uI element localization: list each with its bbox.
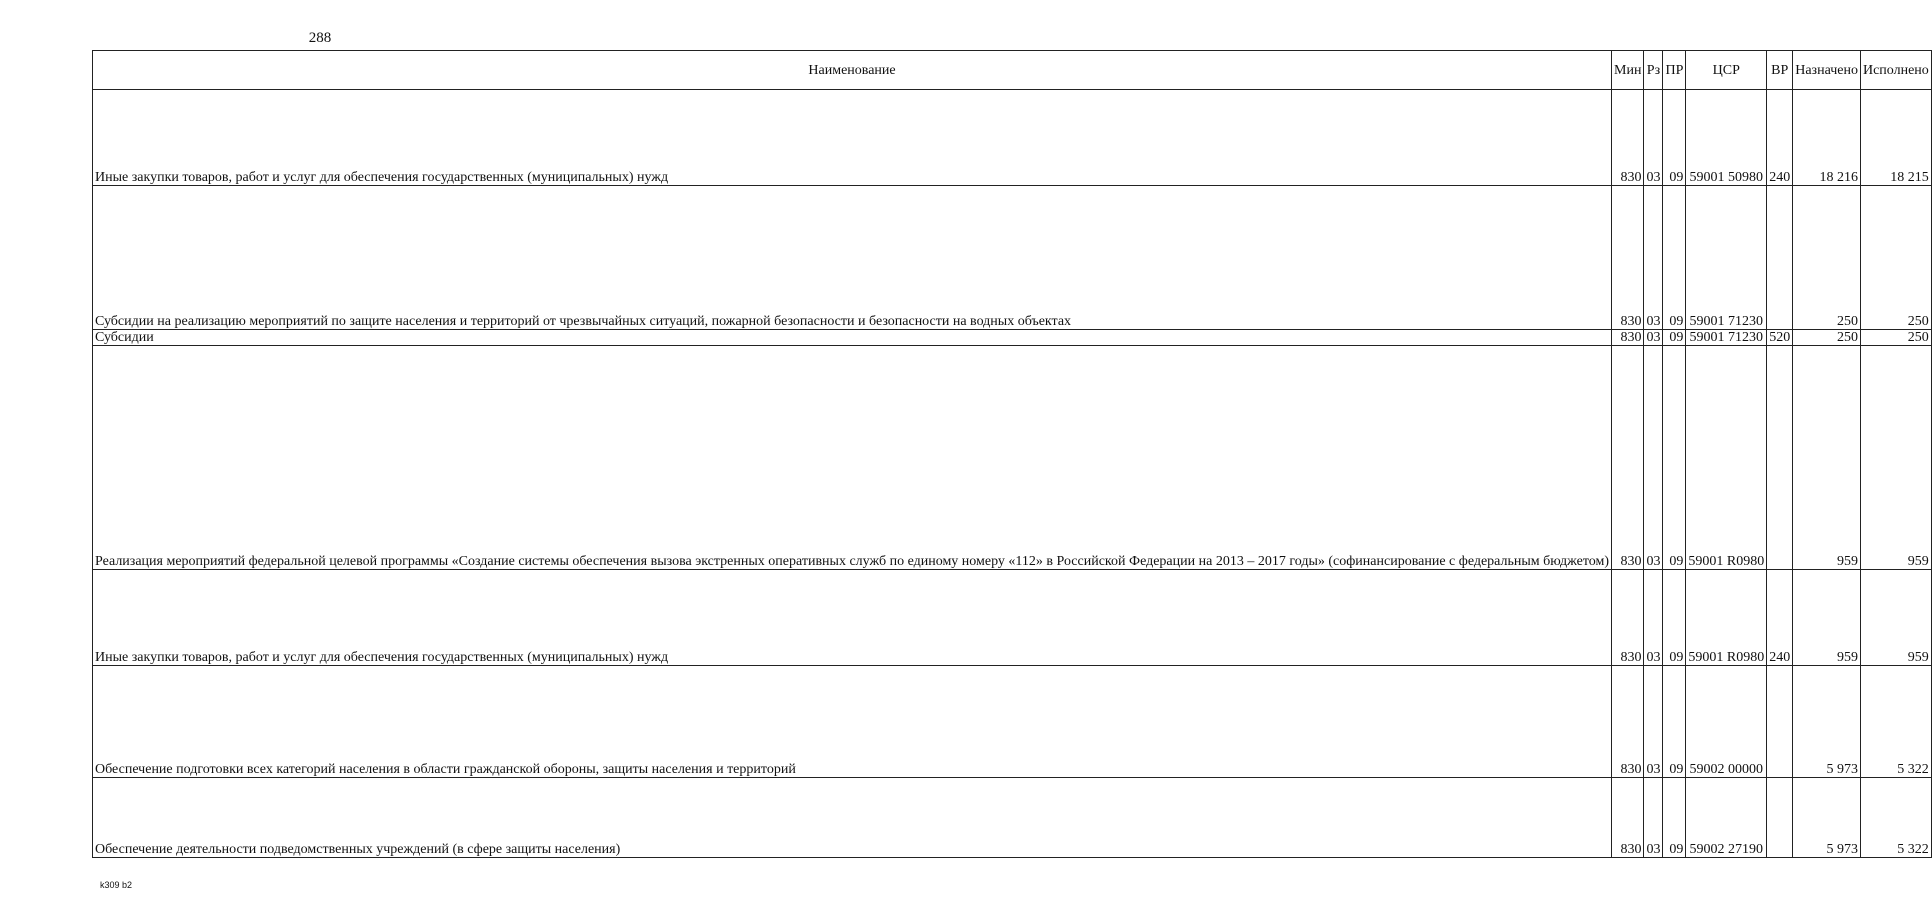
row-min: 830 bbox=[1612, 570, 1644, 666]
header-executed: Исполнено bbox=[1860, 51, 1931, 90]
row-assigned: 5 973 bbox=[1793, 778, 1861, 858]
header-pr: ПР bbox=[1663, 51, 1686, 90]
page-number: 288 bbox=[308, 30, 332, 46]
row-csr: 59001 R0980 bbox=[1686, 346, 1767, 570]
row-rz: 03 bbox=[1644, 330, 1663, 346]
row-name: Иные закупки товаров, работ и услуг для обеспечения государственных (муниципальных) нужд bbox=[93, 90, 1612, 186]
row-executed: 959 bbox=[1860, 570, 1931, 666]
row-pr: 09 bbox=[1663, 90, 1686, 186]
row-assigned: 959 bbox=[1793, 570, 1861, 666]
row-min: 830 bbox=[1612, 666, 1644, 778]
row-name: Обеспечение деятельности подведомственных учреждений (в сфере защиты населения) bbox=[93, 778, 1612, 858]
row-rz: 03 bbox=[1644, 778, 1663, 858]
row-executed: 250 bbox=[1860, 186, 1931, 330]
row-pr: 09 bbox=[1663, 346, 1686, 570]
row-name: Реализация мероприятий федеральной целевой программы «Создание системы обеспечения вызова экстренных оперативных служб по единому номеру «112» в Российской Федерации на 2013 – 2017 годы» (софинансирование с федеральным бюджетом) bbox=[93, 346, 1612, 570]
header-min: Мин bbox=[1612, 51, 1644, 90]
table-row bbox=[93, 666, 1932, 778]
header-name: Наименование bbox=[93, 51, 1612, 90]
row-csr: 59001 71230 bbox=[1686, 186, 1767, 330]
table-row bbox=[93, 186, 1932, 330]
row-rz: 03 bbox=[1644, 186, 1663, 330]
header-vr: ВР bbox=[1767, 51, 1793, 90]
row-min: 830 bbox=[1612, 90, 1644, 186]
row-csr: 59001 R0980 bbox=[1686, 570, 1767, 666]
row-executed: 5 322 bbox=[1860, 778, 1931, 858]
row-name: Субсидии на реализацию мероприятий по защите населения и территорий от чрезвычайных ситуаций, пожарной безопасности и безопасности на водных объектах bbox=[93, 186, 1612, 330]
row-executed: 18 215 bbox=[1860, 90, 1931, 186]
row-assigned: 250 bbox=[1793, 330, 1861, 346]
row-executed: 250 bbox=[1860, 330, 1931, 346]
row-csr: 59001 50980 bbox=[1686, 90, 1767, 186]
row-pr: 09 bbox=[1663, 778, 1686, 858]
row-min: 830 bbox=[1612, 778, 1644, 858]
row-csr: 59002 27190 bbox=[1686, 778, 1767, 858]
row-pr: 09 bbox=[1663, 666, 1686, 778]
header-assigned: Назначено bbox=[1793, 51, 1861, 90]
row-vr bbox=[1767, 778, 1793, 858]
row-vr bbox=[1767, 186, 1793, 330]
table-row bbox=[93, 346, 1932, 570]
table-row bbox=[93, 330, 1932, 346]
table-row bbox=[93, 778, 1932, 858]
row-name: Иные закупки товаров, работ и услуг для обеспечения государственных (муниципальных) нужд bbox=[93, 570, 1612, 666]
table-row bbox=[93, 90, 1932, 186]
row-csr: 59001 71230 bbox=[1686, 330, 1767, 346]
row-rz: 03 bbox=[1644, 346, 1663, 570]
row-assigned: 5 973 bbox=[1793, 666, 1861, 778]
header-rz: Рз bbox=[1644, 51, 1663, 90]
row-pr: 09 bbox=[1663, 330, 1686, 346]
row-vr bbox=[1767, 346, 1793, 570]
row-assigned: 18 216 bbox=[1793, 90, 1861, 186]
row-assigned: 959 bbox=[1793, 346, 1861, 570]
row-rz: 03 bbox=[1644, 570, 1663, 666]
table-row bbox=[93, 570, 1932, 666]
row-vr: 520 bbox=[1767, 330, 1793, 346]
budget-table bbox=[92, 50, 1932, 858]
row-csr: 59002 00000 bbox=[1686, 666, 1767, 778]
row-min: 830 bbox=[1612, 330, 1644, 346]
footer-code: k309 b2 bbox=[100, 880, 133, 890]
row-pr: 09 bbox=[1663, 570, 1686, 666]
row-min: 830 bbox=[1612, 186, 1644, 330]
row-executed: 5 322 bbox=[1860, 666, 1931, 778]
row-executed: 959 bbox=[1860, 346, 1931, 570]
row-min: 830 bbox=[1612, 346, 1644, 570]
row-name: Субсидии bbox=[93, 330, 1612, 346]
row-rz: 03 bbox=[1644, 666, 1663, 778]
row-pr: 09 bbox=[1663, 186, 1686, 330]
row-rz: 03 bbox=[1644, 90, 1663, 186]
header-csr: ЦСР bbox=[1686, 51, 1767, 90]
row-vr bbox=[1767, 666, 1793, 778]
row-name: Обеспечение подготовки всех категорий населения в области гражданской обороны, защиты населения и территорий bbox=[93, 666, 1612, 778]
row-vr: 240 bbox=[1767, 570, 1793, 666]
row-vr: 240 bbox=[1767, 90, 1793, 186]
table-header-row bbox=[93, 51, 1932, 90]
row-assigned: 250 bbox=[1793, 186, 1861, 330]
